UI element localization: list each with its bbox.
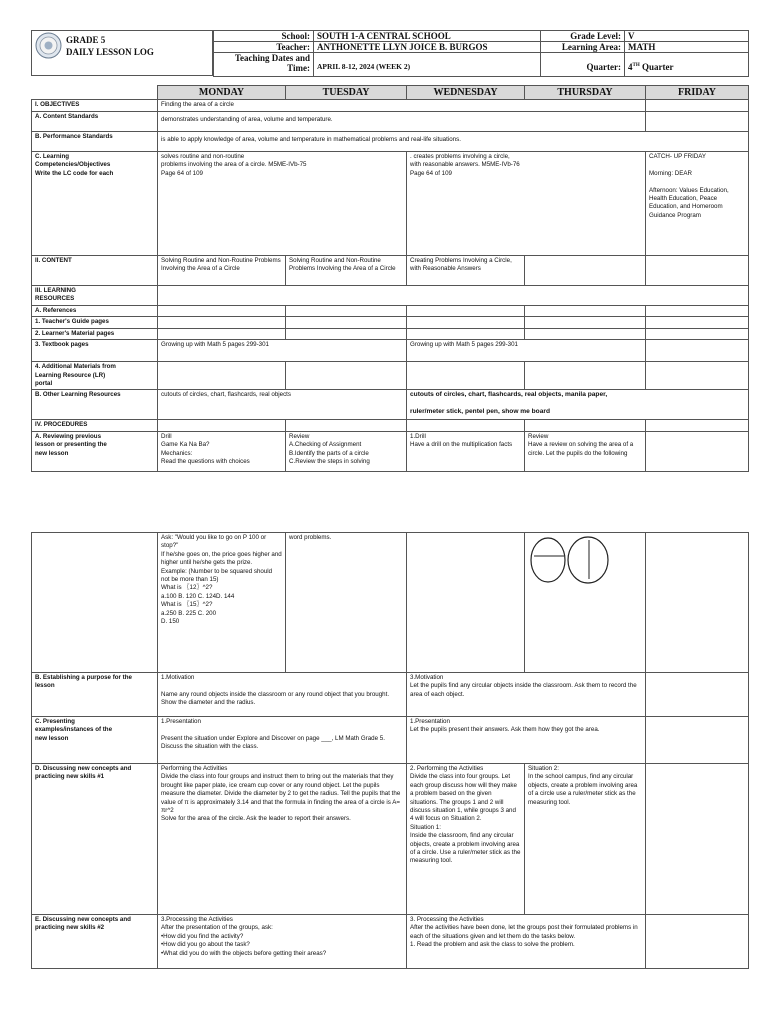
discussing-concepts-1-label: D. Discussing new concepts and practicing new skills #1 [32,764,158,915]
review-wednesday: 1.Drill Have a drill on the multiplication facts [407,431,525,471]
purpose-monday: 1.Motivation Name any round objects inside the classroom or any round object that you brought. Show the diameter and the radius. [158,673,407,717]
review-tuesday: Review A.Checking of Assignment B.Identify the parts of a circle C.Review the steps in solving [286,431,407,471]
day-tuesday: TUESDAY [286,86,407,100]
content-monday: Solving Routine and Non-Routine Problems Involving the Area of a Circle [158,256,286,286]
review-tuesday-continued: word problems. [286,533,407,673]
area-value: MATH [625,42,749,53]
teachers-guide-label: 1. Teacher's Guide pages [32,317,158,328]
grade-value: V [625,31,749,42]
day-thursday: THURSDAY [525,86,646,100]
title-grade: GRADE 5 [66,35,106,45]
content-label: II. CONTENT [32,256,158,286]
objectives-text: Finding the area of a circle [158,100,646,112]
additional-materials-label: 4. Additional Materials from Learning Resource (LR) portal [32,362,158,390]
presenting-examples-label: C. Presenting examples/instances of the new lesson [32,717,158,764]
discussing-concepts-2-label: E. Discussing new concepts and practicing new skills #2 [32,915,158,969]
lc-monday: solves routine and non-routine problems involving the area of a circle. M5ME-IVb-75 Page 64 of 109 [158,152,407,256]
presenting-wednesday: 1.Presentation Let the pupils present their answers. Ask them how they got the area. [407,717,646,764]
dates-value: APRIL 8-12, 2024 (WEEK 2) [314,53,541,77]
dates-label [214,53,314,77]
other-resources-wednesday: cutouts of circles, chart, flashcards, real objects, manila paper, ruler/meter stick, pentel pen, show me board [407,390,749,420]
procedures-label: IV. PROCEDURES [32,420,158,431]
discussing-1-thursday: Situation 2: In the school campus, find any circular objects, create a problem involving area of a circle use a ruler/meter stick as the measuring tool. [525,764,646,915]
learners-material-label: 2. Learner's Material pages [32,328,158,339]
content-tuesday: Solving Routine and Non-Routine Problems Involving the Area of a Circle [286,256,407,286]
day-friday: FRIDAY [646,86,749,100]
lc-friday: CATCH- UP FRIDAY Morning: DEAR Afternoon: Values Education, Health Education, Peace Education, and Homeroom Guidance Program [646,152,749,256]
review-monday-continued: Ask: "Would you like to go on P 100 or stop?" If he/she goes on, the price goes higher and higher until he/she gets the prize. Example: (Number to be squared should not be more than 15) What is 〖12〗^2? a.100 B. 120 C. 124D. 144 What is 〖15〗^2? a.250 B. 225 C. 200 D. 150 [158,533,286,673]
performance-standards-text: is able to apply knowledge of area, volume and temperature in mathematical problems and real-life situations. [158,132,749,152]
discussing-2-wednesday: 3. Processing the Activities After the activities have been done, let the groups post their formulated problems in each of the situations given and let them do the tasks below. 1. Read the problem and ask the class to solve the problem. [407,915,646,969]
performance-standards-label: B. Performance Standards [32,132,158,152]
circle-diameter-radius-figure [528,534,640,594]
review-monday: Drill Game Ka Na Ba? Mechanics: Read the questions with choices [158,431,286,471]
establishing-purpose-label: B. Establishing a purpose for the lesson [32,673,158,717]
area-label: Learning Area: [541,42,625,53]
page2-main-table [31,532,749,969]
school-label: School: [214,31,314,42]
content-standards-text: demonstrates understanding of area, volume and temperature. [158,112,646,132]
textbook-pages-label: 3. Textbook pages [32,340,158,362]
teacher-label: Teacher: [214,42,314,53]
page1-main-table [31,85,749,472]
presenting-monday: 1.Presentation Present the situation under Explore and Discover on page ___, LM Math Grade 5. Discuss the situation with the class. [158,717,407,764]
other-resources-label: B. Other Learning Resources [32,390,158,420]
teacher-value: ANTHONETTE LLYN JOICE B. BURGOS [314,42,541,53]
textbook-wednesday: Growing up with Math 5 pages 299-301 [407,340,646,362]
school-value: SOUTH 1-A CENTRAL SCHOOL [314,31,541,42]
quarter-label: Quarter: [541,53,625,77]
title-dll: DAILY LESSON LOG [66,47,154,57]
learning-competencies-label: C. Learning Competencies/Objectives Write the LC code for each [32,152,158,256]
discussing-2-monday: 3.Processing the Activities After the presentation of the groups, ask: •How did you find the activity? •How did you go about the task? •What did you do with the objects before getting their areas? [158,915,407,969]
title-box [31,30,213,76]
dates-label-line1: Teaching Dates and [234,53,310,63]
header-info-table [213,30,749,77]
learning-resources-label: III. LEARNING RESOURCES [32,286,158,306]
days-header-row [32,86,749,100]
day-wednesday: WEDNESDAY [407,86,525,100]
discussing-1-wednesday: 2. Performing the Activities Divide the class into four groups. Let each group discuss how will they make a problem based on the given situations. The groups 1 and 2 will discuss situation 1, while groups 3 and 4 will focus on Situation 2. Situation 1: Inside the classroom, find any circular objects, create a problem involving area of a circle. Use a ruler/meter stick as the measuring tool. [407,764,525,915]
dates-label-line2: Time: [287,63,310,73]
day-monday: MONDAY [158,86,286,100]
lc-wednesday: . creates problems involving a circle, with reasonable answers. M5ME-IVb-76 Page 64 of 109 [407,152,646,256]
content-standards-label: A. Content Standards [32,112,158,132]
grade-label: Grade Level: [541,31,625,42]
other-resources-monday: cutouts of circles, chart, flashcards, real objects [158,390,407,420]
circle-diagrams [525,533,646,673]
purpose-wednesday: 3.Motivation Let the pupils find any circular objects inside the classroom. Ask them to record the area of each object. [407,673,646,717]
review-thursday: Review Have a review on solving the area of a circle. Let the pupils do the following [525,431,646,471]
quarter-value: 4TH Quarter [625,53,749,77]
reviewing-lesson-label: A. Reviewing previous lesson or presenting the new lesson [32,431,158,471]
content-wednesday: Creating Problems Involving a Circle, with Reasonable Answers [407,256,525,286]
discussing-1-monday: Performing the Activities Divide the class into four groups and instruct them to bring out the materials that they brought like paper plate, ice cream cup cover or any round object. Let the pupils measure the diameter. Divide the diameter by 2 to get the radius. Tell the pupils that the value of π is approximately 3.14 and that the formula in finding the area of a circle is A= πr^2 Solve for the area of the circle. Ask the leader to report their answers. [158,764,407,915]
textbook-monday: Growing up with Math 5 pages 299-301 [158,340,407,362]
objectives-label: I. OBJECTIVES [32,100,158,112]
references-label: A. References [32,306,158,317]
